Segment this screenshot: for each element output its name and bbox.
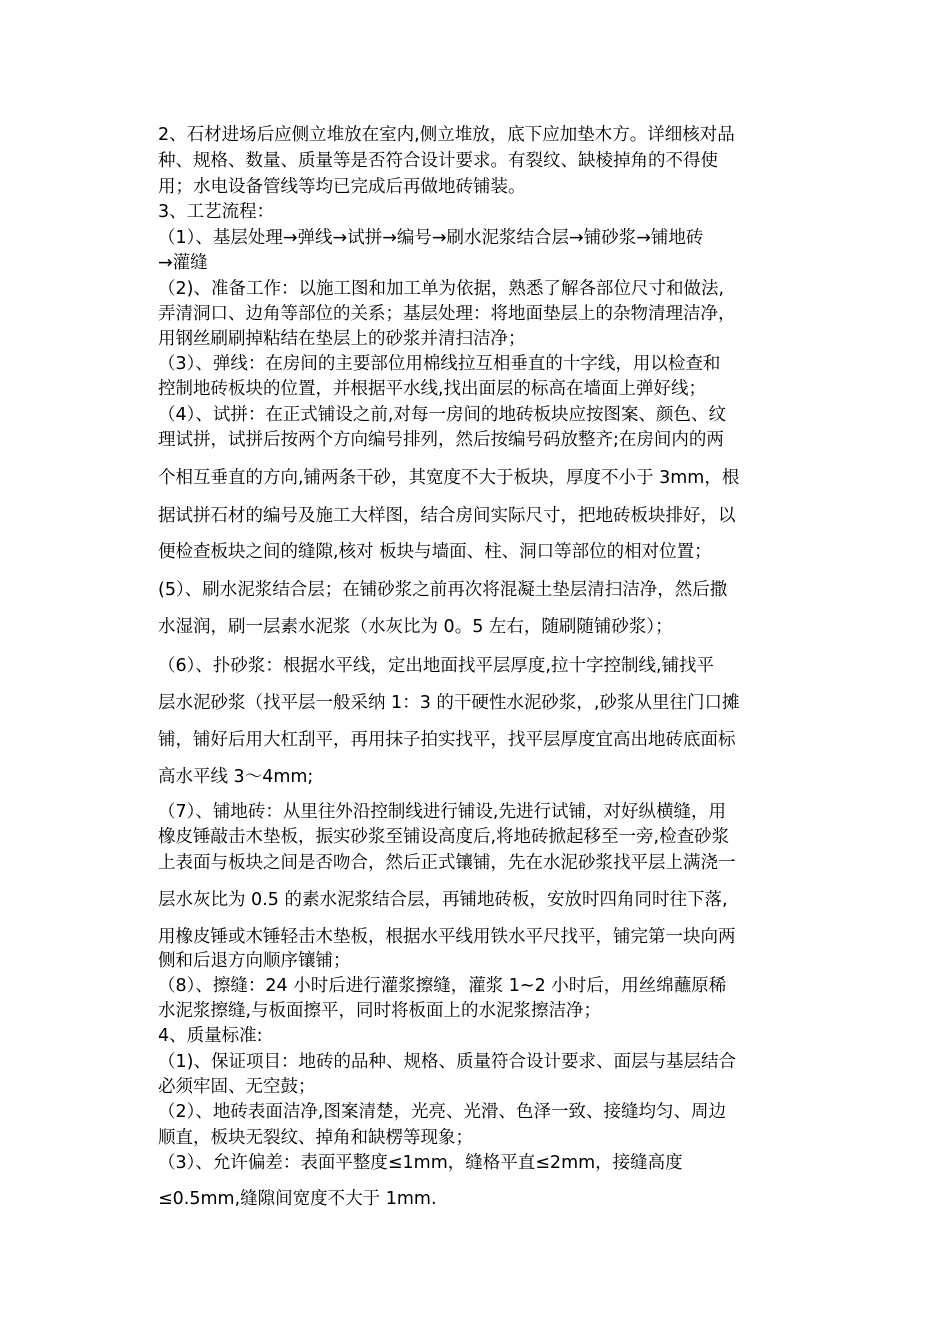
text-line: 控制地砖板块的位置，并根据平水线,找出面层的标高在墙面上弹好线；	[158, 379, 707, 399]
text-line: 便检查板块之间的缝隙,核对 板块与墙面、柱、洞口等部位的相对位置；	[158, 542, 712, 562]
text-line: （3）、允许偏差：表面平整度≤1mm，缝格平直≤2mm，接缝高度	[158, 1153, 683, 1173]
text-line: 橡皮锤敲击木垫板，振实砂浆至铺设高度后,将地砖掀起移至一旁,检查砂浆	[158, 827, 730, 847]
text-line: 种、规格、数量、质量等是否符合设计要求。有裂纹、缺棱掉角的不得使	[158, 151, 718, 171]
text-line: 水湿润，刷一层素水泥浆（水灰比为 0。5 左右，随刷随铺砂浆）；	[158, 617, 673, 637]
text-line: 上表面与板块之间是否吻合，然后正式镶铺，先在水泥砂浆找平层上满浇一	[158, 853, 736, 873]
text-line: 顺直，板块无裂纹、掉角和缺楞等现象；	[158, 1128, 473, 1148]
text-line: 用橡皮锤或木锤轻击木垫板，根据水平线用铁水平尺找平，铺完第一块向两	[158, 927, 736, 947]
text-line: （2)、准备工作：以施工图和加工单为依据，熟悉了解各部位尺寸和做法,	[158, 279, 725, 299]
text-line: 水泥浆擦缝,与板面擦平，同时将板面上的水泥浆擦洁净；	[158, 1001, 602, 1021]
text-line: （1）、基层处理→弹线→试拼→编号→刷水泥浆结合层→铺砂浆→铺地砖	[158, 228, 704, 248]
text-line: 个相互垂直的方向,铺两条干砂，其宽度不大于板块，厚度不小于 3mm，根	[158, 468, 740, 488]
text-line: （3）、弹线：在房间的主要部位用棉线拉互相垂直的十字线，用以检查和	[158, 354, 721, 374]
text-line: 弄清洞口、边角等部位的关系；基层处理：将地面垫层上的杂物清理洁净，	[158, 304, 736, 324]
text-line: (5）、刷水泥浆结合层；在铺砂浆之前再次将混凝土垫层清扫洁净，然后撒	[158, 580, 728, 600]
text-line: 3、工艺流程：	[158, 202, 275, 222]
text-line: 铺，铺好后用大杠刮平，再用抹子拍实找平，找平层厚度宜高出地砖底面标	[158, 730, 736, 750]
text-line: （8）、擦缝：24 小时后进行灌浆擦缝，灌浆 1~2 小时后，用丝绵蘸原稀	[158, 976, 727, 996]
text-line: （6）、扑砂浆：根据水平线，定出地面找平层厚度,拉十字控制线,铺找平	[158, 656, 715, 676]
text-line: ≤0.5mm,缝隙间宽度不大于 1mm.	[158, 1189, 437, 1209]
text-line: 据试拼石材的编号及施工大样图，结合房间实际尺寸，把地砖板块排好，以	[158, 506, 736, 526]
text-line: 2、石材进场后应侧立堆放在室内,侧立堆放，底下应加垫木方。详细核对品	[158, 125, 735, 145]
text-line: 高水平线 3～4mm;	[158, 767, 314, 787]
text-line: 必须牢固、无空鼓；	[158, 1077, 316, 1097]
text-line: 4、质量标准:	[158, 1026, 263, 1046]
text-line: 层水泥砂浆（找平层一般采纳 1：3 的干硬性水泥砂浆，,砂浆从里往门口摊	[158, 693, 740, 713]
text-line: （1)、保证项目：地砖的品种、规格、质量符合设计要求、面层与基层结合	[158, 1052, 736, 1072]
text-line: 层水灰比为 0.5 的素水泥浆结合层，再铺地砖板，安放时四角同时往下落,	[158, 890, 728, 910]
text-line: （4）、试拼：在正式铺设之前,对每一房间的地砖板块应按图案、颜色、纹	[158, 405, 726, 425]
text-line: （7）、铺地砖：从里往外沿控制线进行铺设,先进行试铺，对好纵横缝，用	[158, 802, 726, 822]
text-line: 用；水电设备管线等均已完成后再做地砖铺装。	[158, 177, 526, 197]
text-line: 理试拼，试拼后按两个方向编号排列，然后按编号码放整齐;在房间内的两	[158, 430, 724, 450]
text-line: 用钢丝刷刷掉粘结在垫层上的砂浆并清扫洁净；	[158, 329, 526, 349]
text-line: 侧和后退方向顺序镶铺；	[158, 951, 351, 971]
text-line: （2）、地砖表面洁净,图案清楚，光亮、光滑、色泽一致、接缝均匀、周边	[158, 1102, 726, 1122]
text-line: →灌缝	[158, 253, 208, 273]
